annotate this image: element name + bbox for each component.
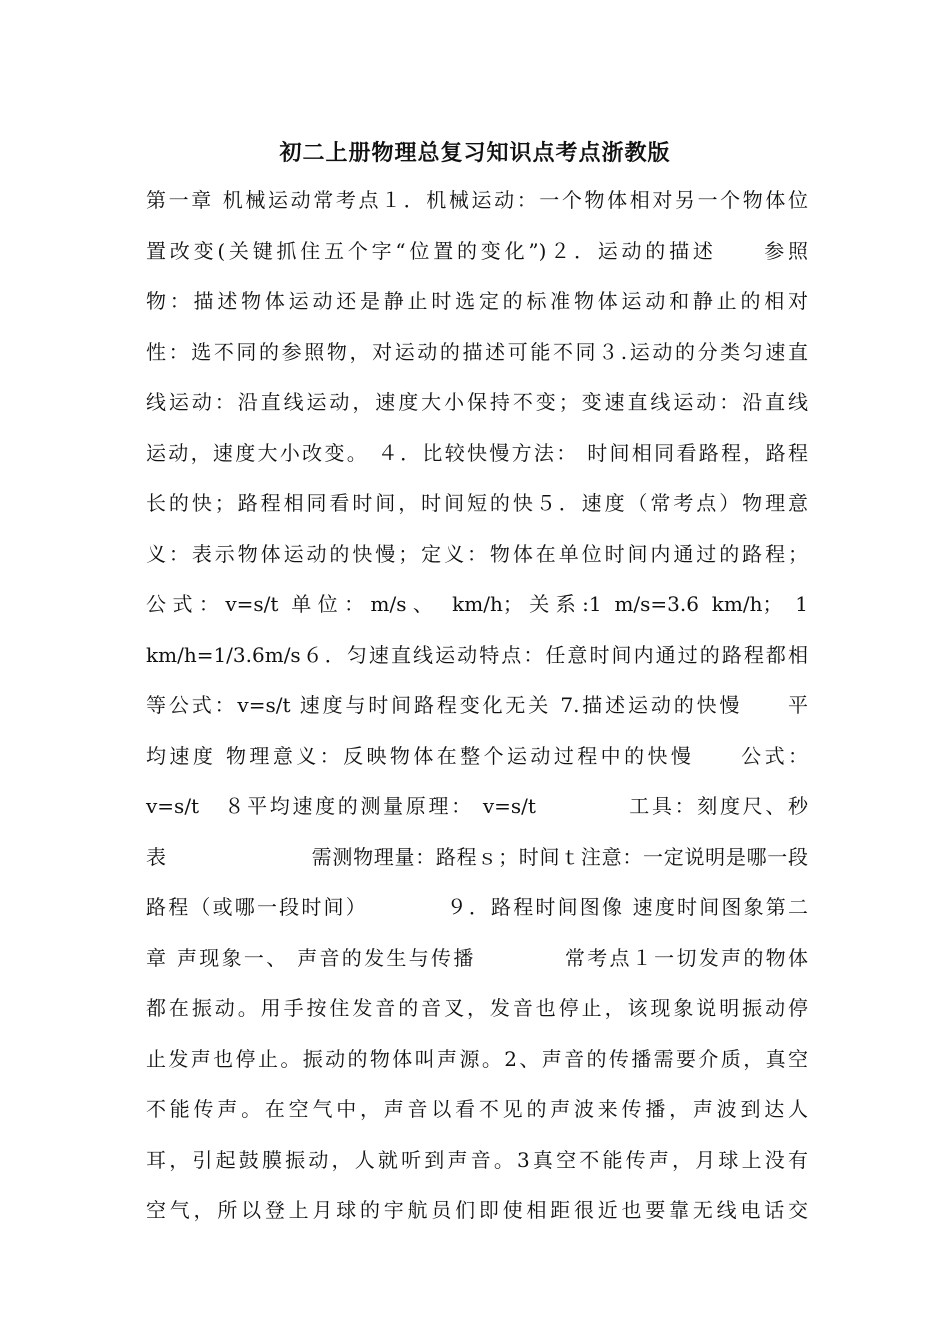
document-body bbox=[146, 182, 808, 1243]
body-line: 置改变(关键抓住五个字“位置的变化”)２．运动的描述 参照 bbox=[146, 238, 808, 263]
body-line: 路程（或哪一段时间） ９．路程时间图像 速度时间图象第二 bbox=[146, 895, 808, 919]
body-line: 止发声也停止。振动的物体叫声源。2、声音的传播需要介质，真空 bbox=[146, 1046, 808, 1071]
body-line: 线运动：沿直线运动，速度大小保持不变；变速直线运动：沿直线 bbox=[146, 390, 808, 414]
body-line: 空气，所以登上月球的宇航员们即使相距很近也要靠无线电话交 bbox=[146, 1198, 808, 1222]
body-line: 均速度 物理意义：反映物体在整个运动过程中的快慢 公式： bbox=[146, 743, 808, 768]
body-line: km/h=1/3.6m/s６．匀速直线运动特点：任意时间内通过的路程都相 bbox=[146, 642, 808, 667]
body-line: 物：描述物体运动还是静止时选定的标准物体运动和静止的相对 bbox=[146, 289, 808, 313]
body-line: 第一章 机械运动常考点１．机械运动：一个物体相对另一个物体位 bbox=[146, 188, 808, 212]
body-line: 章 声现象一、 声音的发生与传播 常考点１一切发声的物体 bbox=[146, 945, 808, 970]
body-line: 义：表示物体运动的快慢；定义：物体在单位时间内通过的路程； bbox=[146, 541, 808, 566]
body-line: 运动，速度大小改变。 ４．比较快慢方法： 时间相同看路程，路程 bbox=[146, 440, 808, 465]
body-line: 表 需测物理量：路程ｓ；时间ｔ注意：一定说明是哪一段 bbox=[146, 844, 808, 869]
body-line: 性：选不同的参照物，对运动的描述可能不同３.运动的分类匀速直 bbox=[146, 339, 808, 364]
body-line: v=s/t ８平均速度的测量原理： v=s/t 工具：刻度尺、秒 bbox=[146, 794, 808, 818]
body-line: 等公式：v=s/t 速度与时间路程变化无关 7.描述运动的快慢 平 bbox=[146, 693, 808, 717]
document-title: 初二上册物理总复习知识点考点浙教版 bbox=[279, 141, 671, 166]
body-line: 公式：v=s/t 单位：m/s、 km/h；关系:1 m/s=3.6 km/h； 1 bbox=[146, 592, 808, 616]
body-line: 耳，引起鼓膜振动，人就听到声音。3真空不能传声，月球上没有 bbox=[146, 1147, 808, 1172]
body-line: 长的快；路程相同看时间，时间短的快５．速度（常考点）物理意 bbox=[146, 491, 808, 515]
body-line: 都在振动。用手按住发音的音叉，发音也停止，该现象说明振动停 bbox=[146, 996, 808, 1020]
body-line: 不能传声。在空气中，声音以看不见的声波来传播，声波到达人 bbox=[146, 1097, 808, 1121]
